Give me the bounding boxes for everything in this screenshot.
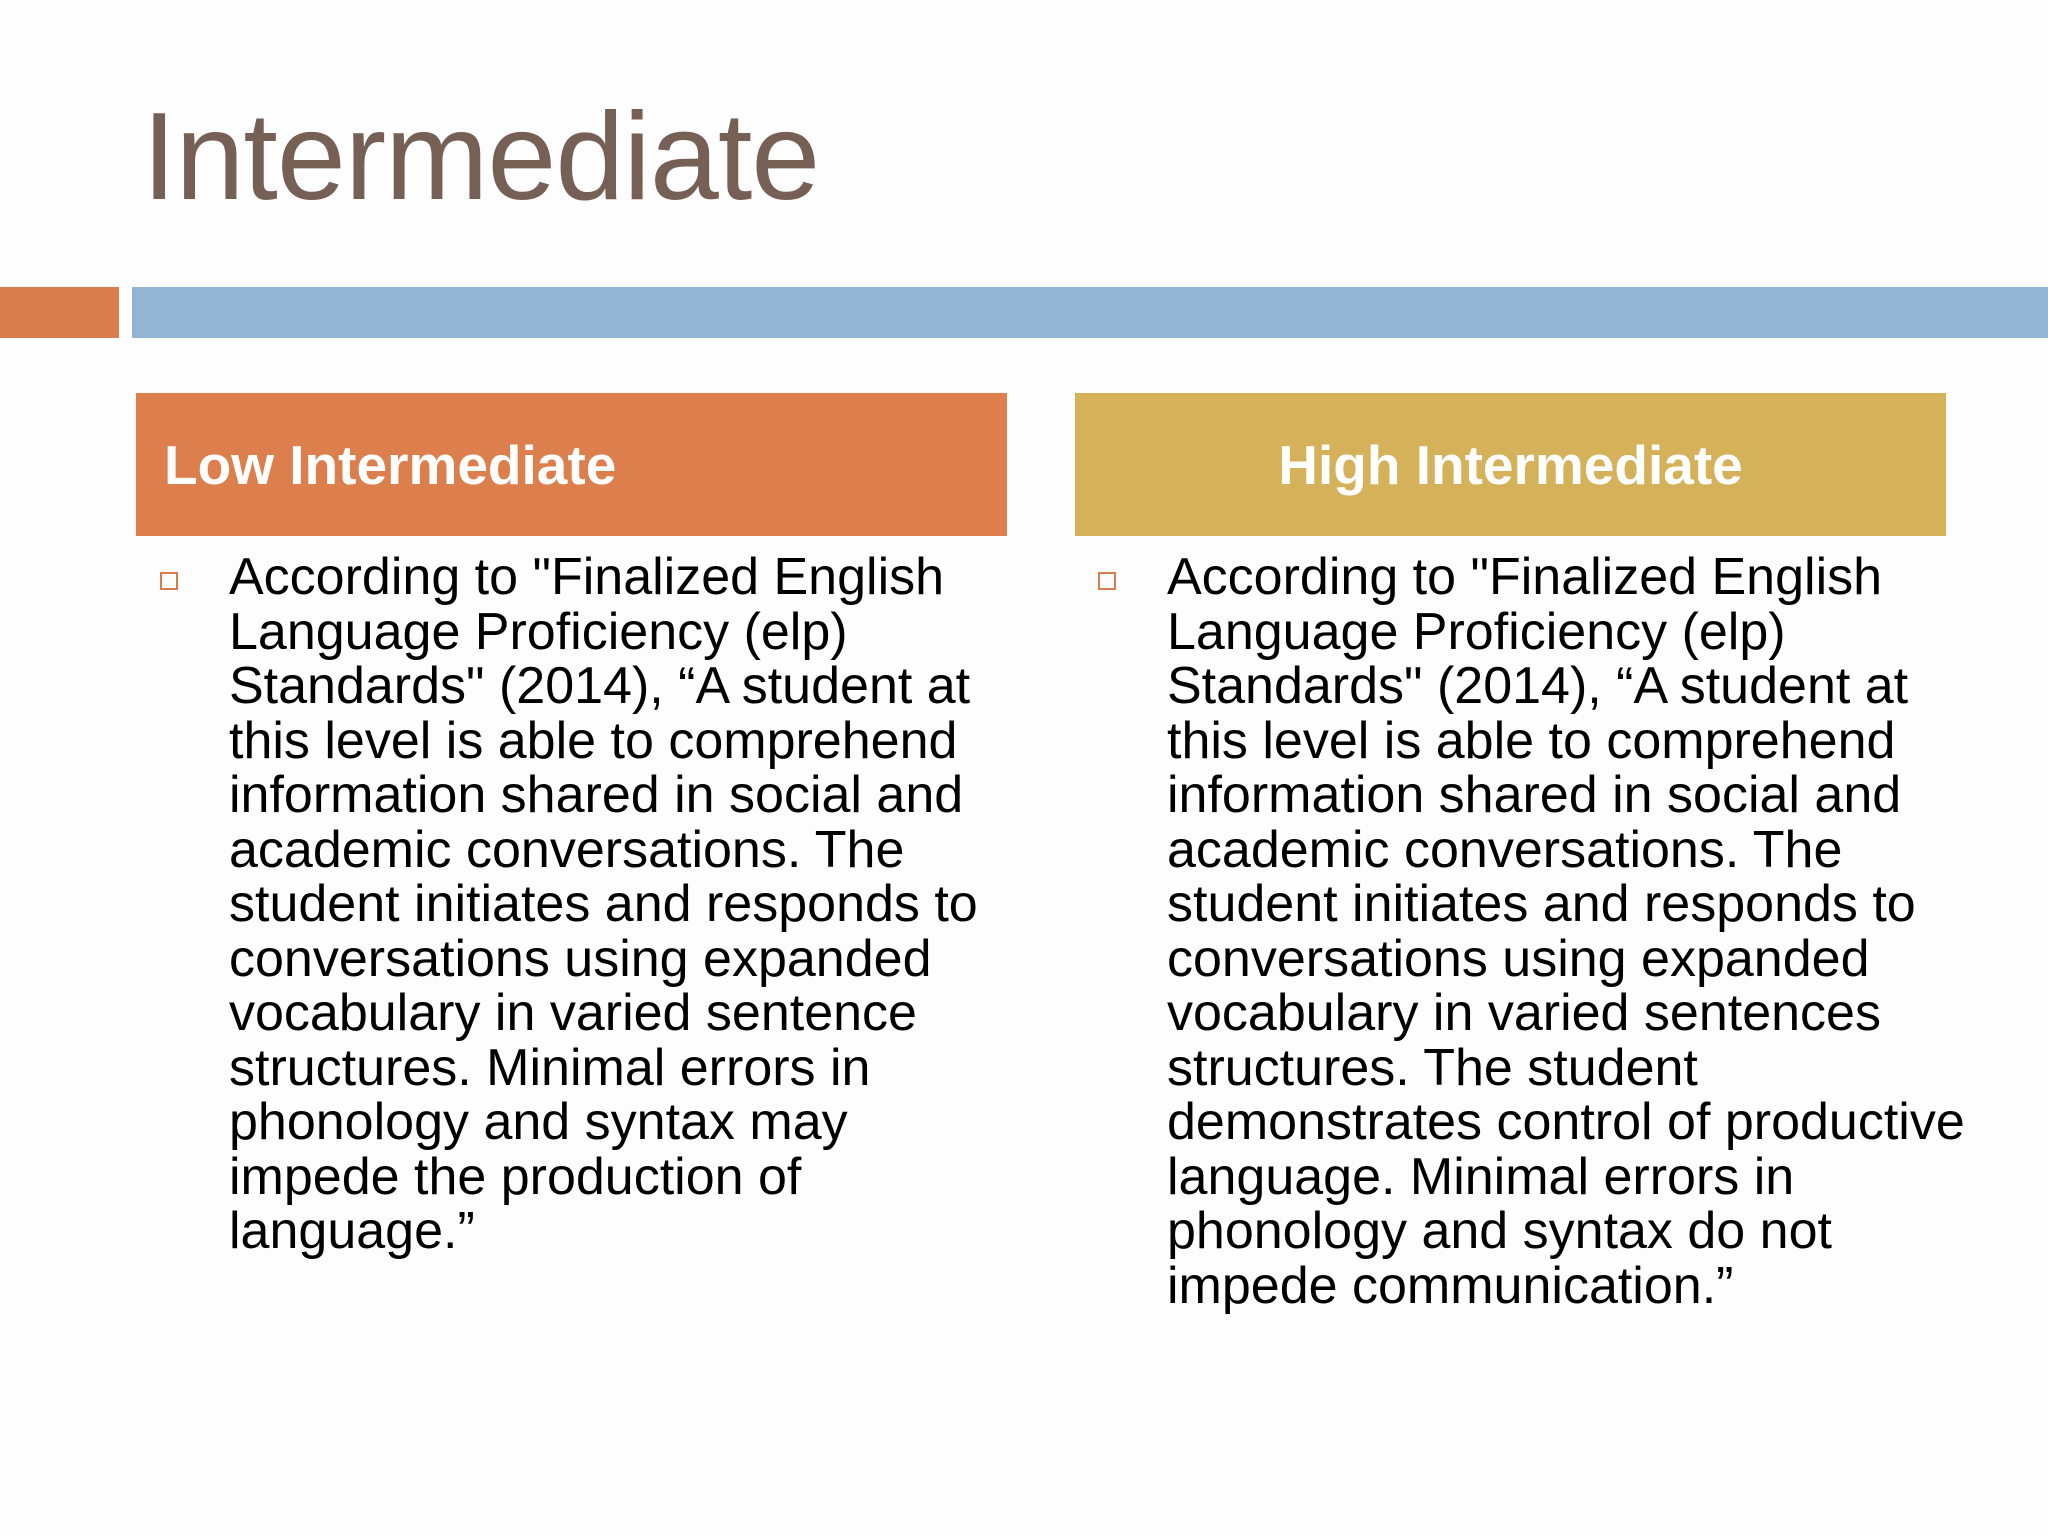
column-header-label: High Intermediate	[1278, 433, 1743, 496]
bullet-text: According to "Finalized English Language Proficiency (elp) Standards" (2014), “A student at this level is able to comprehend information shared in social and academic conversations. The student initiates and responds to conversations using expanded vocabulary in varied sentence structures. Minimal errors in phonology and syntax may impede the production of language.”	[229, 548, 978, 1260]
accent-bar-orange	[0, 287, 119, 338]
column-header-low-intermediate	[136, 393, 1007, 536]
square-bullet-icon	[1098, 572, 1116, 590]
column-header-high-intermediate	[1075, 393, 1946, 536]
slide-title: Intermediate	[142, 88, 820, 226]
square-bullet-icon	[160, 572, 178, 590]
column-header-label: Low Intermediate	[164, 433, 617, 496]
bullet-text: According to "Finalized English Language Proficiency (elp) Standards" (2014), “A student at this level is able to comprehend information shared in social and academic conversations. The student initiates and responds to conversations using expanded vocabulary in varied sentences structures. The student demonstrates control of productive language. Minimal errors in phonology and syntax do not impede communication.”	[1167, 548, 1965, 1315]
accent-bar-blue	[132, 287, 2048, 338]
